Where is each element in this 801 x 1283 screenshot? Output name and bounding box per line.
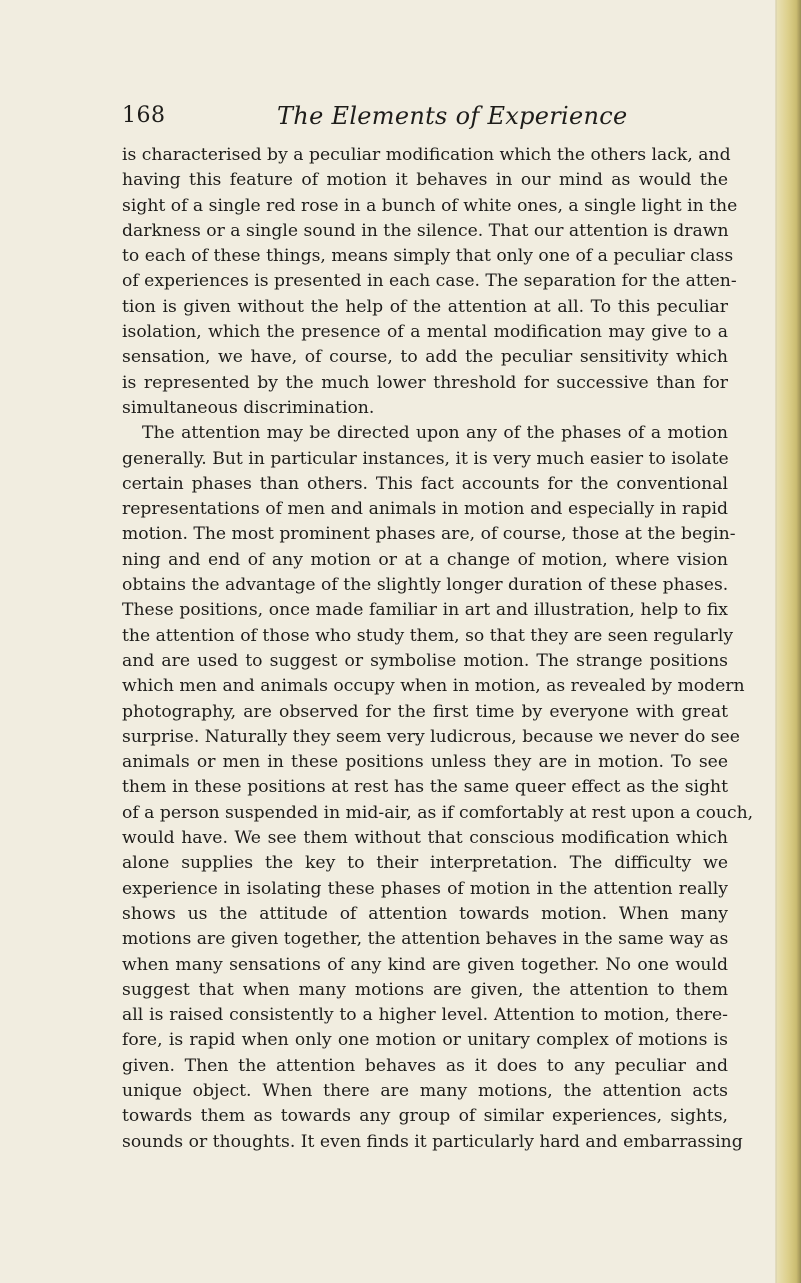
text-line: darkness or a single sound in the silence. That our attention is drawn [122, 220, 729, 241]
text-line: isolation, which the presence of a mental modification may give to a [122, 322, 728, 343]
text-line: given. Then the attention behaves as it does to any peculiar and [122, 1055, 728, 1076]
text-line: of a person suspended in mid-air, as if comfortably at rest upon a couch, [122, 802, 754, 823]
text-line: is characterised by a peculiar modification which the others lack, and [122, 145, 731, 165]
text-line: them in these positions at rest has the same queer effect as the sight [122, 777, 728, 798]
text-line: to each of these things, means simply that only one of a peculiar class [122, 246, 734, 267]
text-line: surprise. Naturally they seem very ludicrous, because we never do see [122, 726, 740, 747]
text-line: when many sensations of any kind are given together. No one would [122, 954, 728, 975]
page-number: 168 [122, 103, 166, 128]
text-line: These positions, once made familiar in art and illustration, help to fix [122, 600, 728, 621]
text-line: alone supplies the key to their interpretation. The difficulty we [122, 853, 728, 874]
text-line: is represented by the much lower threshold for successive than for [122, 372, 728, 393]
text-line: shows us the attitude of attention towards motion. When many [122, 903, 728, 924]
text-line: sight of a single red rose in a bunch of white ones, a single light in the [122, 195, 738, 216]
text-line: fore, is rapid when only one motion or unitary complex of motions is [122, 1030, 728, 1051]
text-line: experience in isolating these phases of motion in the attention really [122, 878, 728, 899]
text-line: unique object. When there are many motions, the attention acts [122, 1080, 728, 1101]
text-line: and are used to suggest or symbolise motion. The strange positions [122, 650, 728, 671]
page-edge [777, 0, 801, 1283]
text-line: ning and end of any motion or at a change of motion, where vision [122, 549, 728, 570]
text-line: of experiences is presented in each case. The separation for the atten- [122, 271, 737, 292]
text-line: sensation, we have, of course, to add the peculiar sensitivity which [122, 347, 728, 368]
page-header [122, 100, 728, 132]
text-line: generally. But in particular instances, it is very much easier to isolate [122, 448, 729, 469]
text-line: simultaneous discrimination. [122, 397, 375, 418]
text-line: would have. We see them without that conscious modification which [122, 828, 728, 849]
text-line: obtains the advantage of the slightly longer duration of these phases. [122, 575, 729, 596]
text-line: animals or men in these positions unless they are in motion. To see [122, 752, 728, 773]
text-line: having this feature of motion it behaves in our mind as would the [122, 170, 728, 191]
text-line: towards them as towards any group of similar experiences, sights, [122, 1106, 728, 1127]
text-line: The attention may be directed upon any of the phases of a motion [142, 423, 728, 444]
text-line: sounds or thoughts. It even finds it particularly hard and embarrassing [122, 1131, 743, 1152]
text-line: suggest that when many motions are given, the attention to them [122, 979, 728, 1000]
text-line: representations of men and animals in motion and especially in rapid [122, 499, 728, 520]
text-line: the attention of those who study them, so that they are seen regularly [122, 625, 734, 646]
text-line: motion. The most prominent phases are, of course, those at the begin- [122, 524, 736, 545]
text-line: certain phases than others. This fact accounts for the conventional [122, 473, 728, 494]
text-line: motions are given together, the attention behaves in the same way as [122, 929, 729, 950]
body-text [122, 143, 754, 1155]
text-line: tion is given without the help of the attention at all. To this peculiar [122, 296, 728, 317]
running-title: The Elements of Experience [277, 102, 628, 130]
text-line: all is raised consistently to a higher level. Attention to motion, there- [122, 1005, 728, 1026]
text-line: which men and animals occupy when in motion, as revealed by modern [122, 676, 745, 697]
text-line: photography, are observed for the first time by everyone with great [122, 701, 728, 722]
